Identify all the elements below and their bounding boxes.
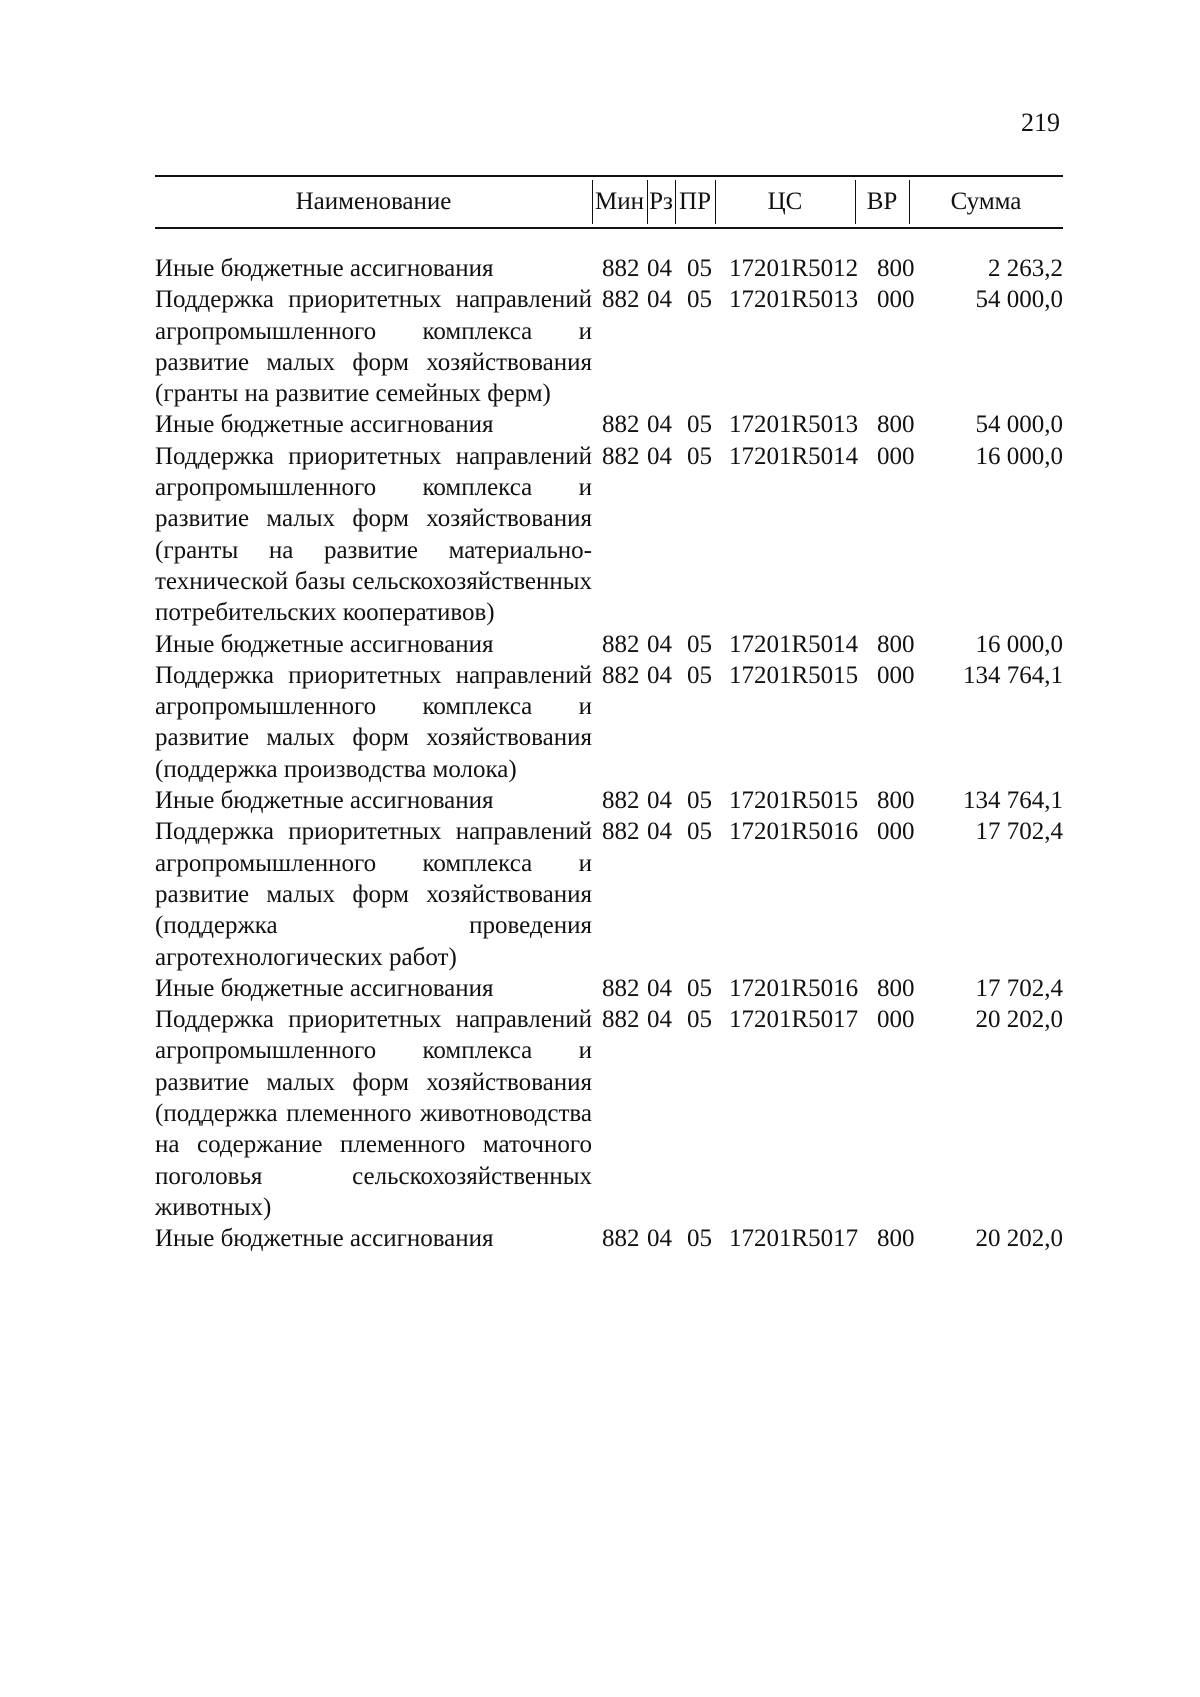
table-row (155, 785, 1063, 816)
header-vr: ВР (866, 188, 898, 215)
header-cs: ЦС (767, 188, 803, 215)
row-codes (602, 441, 927, 472)
row-name: Иные бюджетные ассигнования (155, 1225, 494, 1253)
row-sum: 54 000,0 (975, 411, 1063, 439)
row-name: Иные бюджетные ассигнования (155, 787, 494, 815)
table-row (155, 629, 1063, 660)
header-sum: Сумма (950, 188, 1022, 215)
row-min: 882 (602, 974, 640, 1002)
row-vr: 800 (877, 787, 915, 815)
row-cs: 17201R5012 (729, 255, 859, 282)
table-row (155, 973, 1063, 1004)
row-name: Иные бюджетные ассигнования (155, 630, 494, 658)
row-vr: 800 (877, 630, 915, 658)
row-sum: 17 702,4 (975, 974, 1063, 1002)
row-sum: 17 702,4 (975, 818, 1063, 846)
row-cs: 17201R5016 (729, 818, 859, 846)
row-vr: 000 (877, 818, 915, 846)
row-codes (602, 629, 927, 660)
row-min: 882 (602, 411, 640, 439)
row-name: Поддержка приоритетных направлений агропромышленного комплекса и развитие малых форм хозяйствования (гранты на развитие семейных ферм) (155, 286, 592, 408)
row-codes (602, 660, 927, 691)
row-codes (602, 1004, 927, 1035)
header-name: Наименование (295, 188, 452, 215)
table-row (155, 1223, 1063, 1254)
row-codes (602, 785, 927, 816)
row-pr: 05 (687, 787, 712, 815)
row-name: Иные бюджетные ассигнования (155, 411, 494, 439)
row-sum: 16 000,0 (975, 442, 1063, 470)
row-cs: 17201R5013 (729, 286, 859, 314)
row-min: 882 (602, 818, 640, 846)
row-pr: 05 (687, 255, 712, 282)
row-vr: 800 (877, 255, 915, 282)
row-codes (602, 816, 927, 847)
row-min: 882 (602, 1006, 640, 1034)
row-rz: 04 (647, 974, 672, 1002)
row-cs: 17201R5016 (729, 974, 859, 1002)
row-rz: 04 (647, 1006, 672, 1034)
row-rz: 04 (647, 661, 672, 689)
row-vr: 800 (877, 411, 915, 439)
row-min: 882 (602, 442, 640, 470)
row-sum: 54 000,0 (975, 286, 1063, 314)
row-vr: 800 (877, 974, 915, 1002)
row-pr: 05 (687, 1006, 712, 1034)
row-sum: 134 764,1 (963, 661, 1063, 689)
row-rz: 04 (647, 411, 672, 439)
header-pr: ПР (679, 188, 711, 215)
row-sum: 20 202,0 (975, 1006, 1063, 1034)
table-body (155, 253, 1063, 1255)
row-min: 882 (602, 787, 640, 815)
row-cs: 17201R5014 (729, 630, 859, 658)
row-pr: 05 (687, 818, 712, 846)
row-rz: 04 (647, 255, 672, 282)
row-name: Поддержка приоритетных направлений агропромышленного комплекса и развитие малых форм хозяйствования (поддержка племенного животноводства на содержание племенного маточного поголовья сельскохозяйственных животных) (155, 1006, 592, 1221)
page-number: 219 (1021, 108, 1060, 137)
row-cs: 17201R5017 (729, 1006, 859, 1034)
row-rz: 04 (647, 630, 672, 658)
row-codes (602, 409, 927, 440)
row-name: Иные бюджетные ассигнования (155, 255, 494, 282)
row-vr: 800 (877, 1225, 915, 1253)
table-row (155, 409, 1063, 440)
header-min: Мин (595, 188, 644, 215)
row-vr: 000 (877, 661, 915, 689)
table-header (155, 175, 1063, 229)
row-rz: 04 (647, 1225, 672, 1253)
row-name: Поддержка приоритетных направлений агропромышленного комплекса и развитие малых форм хозяйствования (поддержка производства молока) (155, 661, 592, 783)
header-rz: Рз (649, 188, 673, 215)
row-vr: 000 (877, 1006, 915, 1034)
row-name: Поддержка приоритетных направлений агропромышленного комплекса и развитие малых форм хозяйствования (поддержка проведения агротехнологических работ) (155, 818, 592, 971)
row-cs: 17201R5015 (729, 787, 859, 815)
row-cs: 17201R5015 (729, 661, 859, 689)
row-sum: 2 263,2 (988, 255, 1063, 282)
row-pr: 05 (687, 411, 712, 439)
row-vr: 000 (877, 286, 915, 314)
row-pr: 05 (687, 661, 712, 689)
row-rz: 04 (647, 787, 672, 815)
row-pr: 05 (687, 1225, 712, 1253)
table-row (155, 284, 1063, 409)
table-row (155, 660, 1063, 785)
row-cs: 17201R5017 (729, 1225, 859, 1253)
row-cs: 17201R5013 (729, 411, 859, 439)
row-pr: 05 (687, 630, 712, 658)
row-min: 882 (602, 286, 640, 314)
table-row (155, 1004, 1063, 1223)
row-name: Иные бюджетные ассигнования (155, 974, 494, 1002)
row-min: 882 (602, 661, 640, 689)
row-vr: 000 (877, 442, 915, 470)
row-cs: 17201R5014 (729, 442, 859, 470)
row-rz: 04 (647, 818, 672, 846)
table-row (155, 253, 1063, 284)
row-name: Поддержка приоритетных направлений агропромышленного комплекса и развитие малых форм хозяйствования (гранты на развитие материально-технической базы сельскохозяйственных потребительских кооперативов) (155, 442, 592, 627)
row-codes (602, 973, 927, 1004)
row-codes (602, 1223, 927, 1254)
row-sum: 16 000,0 (975, 630, 1063, 658)
row-pr: 05 (687, 286, 712, 314)
row-min: 882 (602, 1225, 640, 1253)
table-row (155, 816, 1063, 972)
row-codes (602, 253, 927, 284)
row-min: 882 (602, 255, 640, 282)
row-rz: 04 (647, 442, 672, 470)
row-rz: 04 (647, 286, 672, 314)
row-pr: 05 (687, 974, 712, 1002)
table-row (155, 441, 1063, 629)
row-sum: 20 202,0 (975, 1225, 1063, 1253)
row-min: 882 (602, 630, 640, 658)
row-sum: 134 764,1 (963, 787, 1063, 815)
row-codes (602, 284, 927, 315)
row-pr: 05 (687, 442, 712, 470)
